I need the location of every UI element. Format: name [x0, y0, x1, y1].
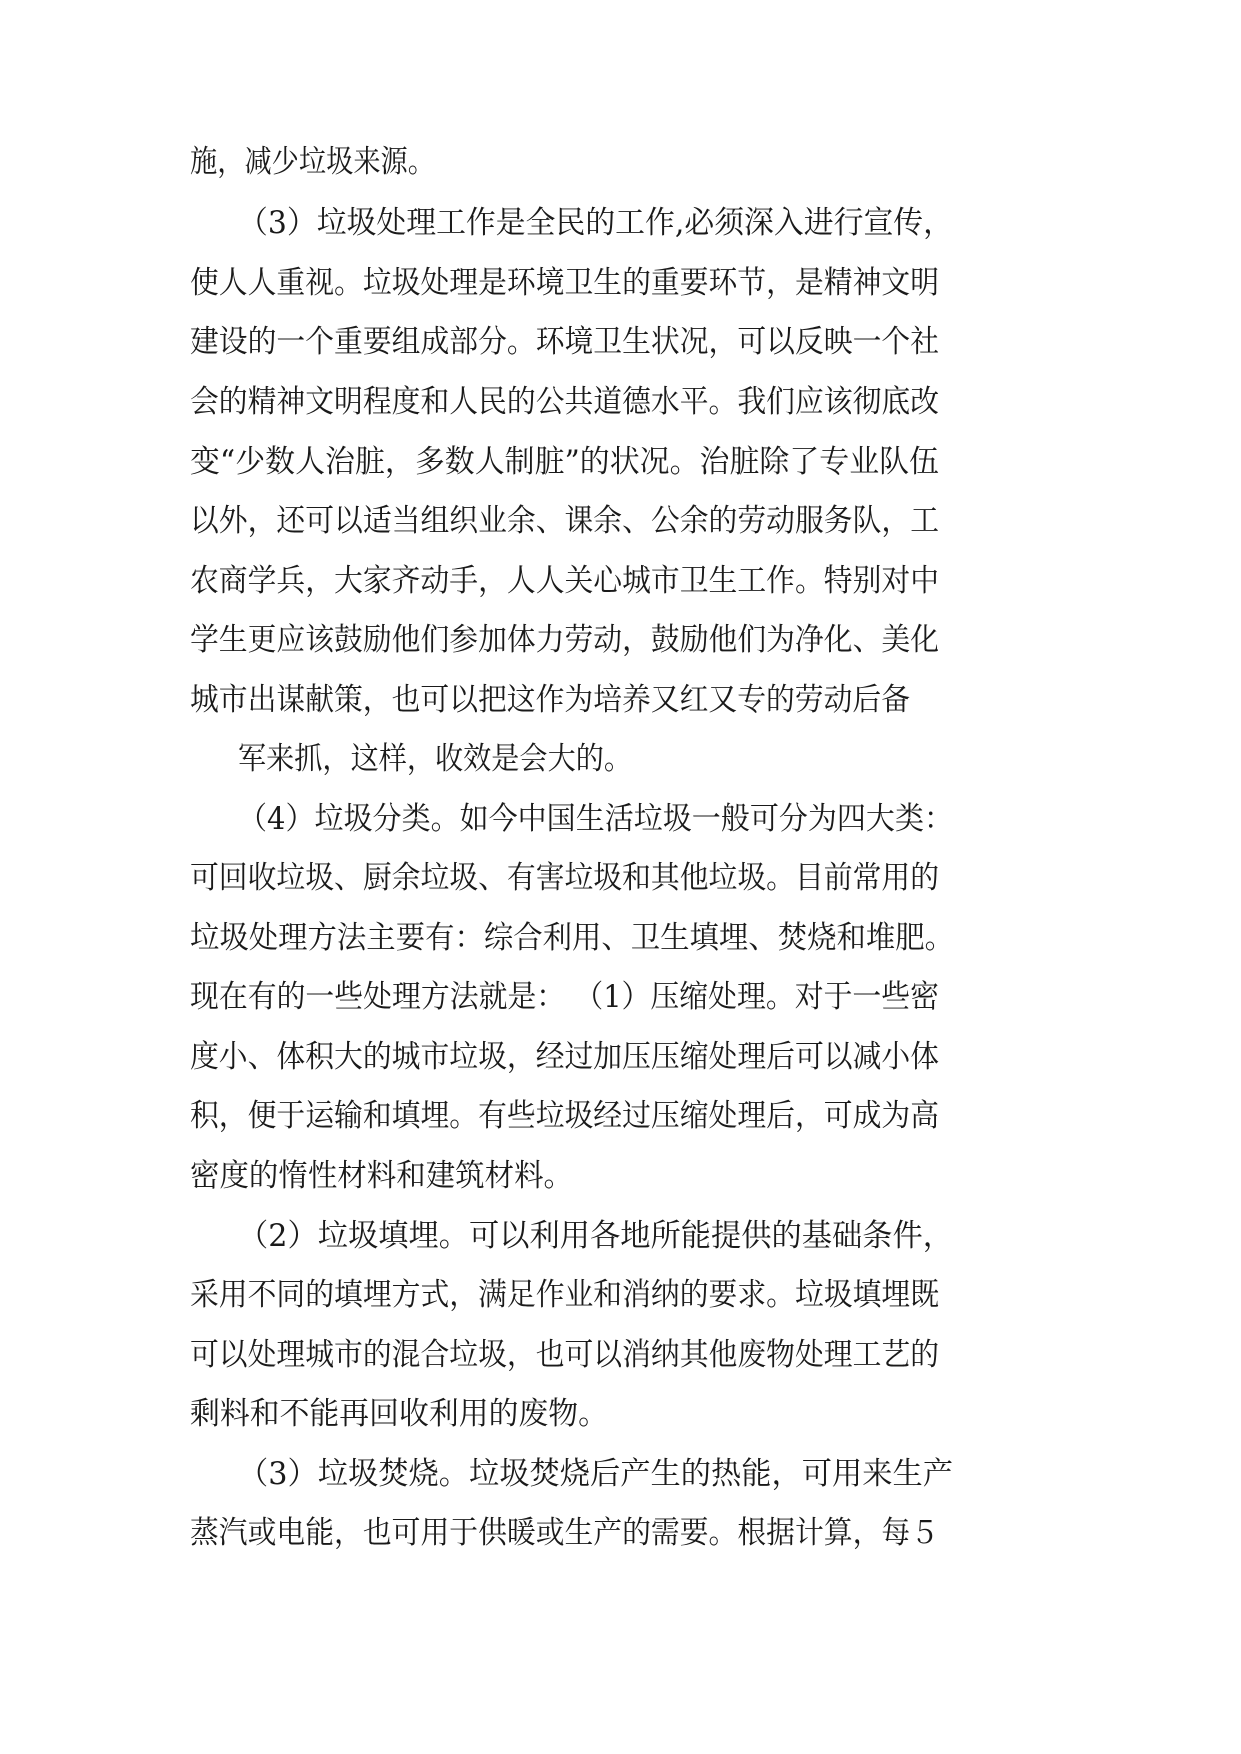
body-text-line: 军来抓，这样，收效是会大的。 [238, 741, 632, 777]
body-text-line: 建设的一个重要组成部分。环境卫生状况，可以反映一个社 [190, 324, 939, 360]
body-text-line: 以外，还可以适当组织业余、课余、公余的劳动服务队，工 [190, 503, 939, 539]
body-text-line: 积，便于运输和填埋。有些垃圾经过压缩处理后，可成为高 [190, 1098, 939, 1134]
body-text-line: 城市出谋献策，也可以把这作为培养又红又专的劳动后备 [190, 682, 910, 718]
body-text-line: 可以处理城市的混合垃圾，也可以消纳其他废物处理工艺的 [190, 1337, 939, 1373]
body-text-line: 度小、体积大的城市垃圾，经过加压压缩处理后可以减小体 [190, 1039, 939, 1075]
body-text-line: （3）垃圾焚烧。垃圾焚烧后产生的热能，可用来生产 [238, 1456, 953, 1492]
body-text-line: 现在有的一些处理方法就是： （1）压缩处理。对于一些密 [190, 979, 939, 1015]
body-text-line: 使人人重视。垃圾处理是环境卫生的重要环节，是精神文明 [190, 265, 939, 301]
body-text-line: 学生更应该鼓励他们参加体力劳动，鼓励他们为净化、美化 [190, 622, 939, 658]
body-text-line: 采用不同的填埋方式，满足作业和消纳的要求。垃圾填埋既 [190, 1277, 939, 1313]
body-text-line: 垃圾处理方法主要有：综合利用、卫生填埋、焚烧和堆肥。 [190, 920, 954, 956]
body-text-line: （3）垃圾处理工作是全民的工作,必须深入进行宣传， [238, 205, 953, 241]
body-text-line: 密度的惰性材料和建筑材料。 [190, 1158, 573, 1194]
body-text-line: 蒸汽或电能，也可用于供暖或生产的需要。根据计算，每５ [190, 1515, 939, 1551]
body-text-line: 施，减少垃圾来源。 [190, 144, 435, 180]
body-text-line: 剩料和不能再回收利用的废物。 [190, 1396, 608, 1432]
body-text-line: 变“少数人治脏，多数人制脏”的状况。治脏除了专业队伍 [190, 444, 939, 480]
body-text-line: 会的精神文明程度和人民的公共道德水平。我们应该彻底改 [190, 384, 939, 420]
body-text-line: 可回收垃圾、厨余垃圾、有害垃圾和其他垃圾。目前常用的 [190, 860, 939, 896]
body-text-line: 农商学兵，大家齐动手，人人关心城市卫生工作。特别对中 [190, 563, 939, 599]
body-text-line: （2）垃圾填埋。可以利用各地所能提供的基础条件， [238, 1218, 953, 1254]
body-text-line: （4）垃圾分类。如今中国生活垃圾一般可分为四大类： [238, 801, 953, 837]
